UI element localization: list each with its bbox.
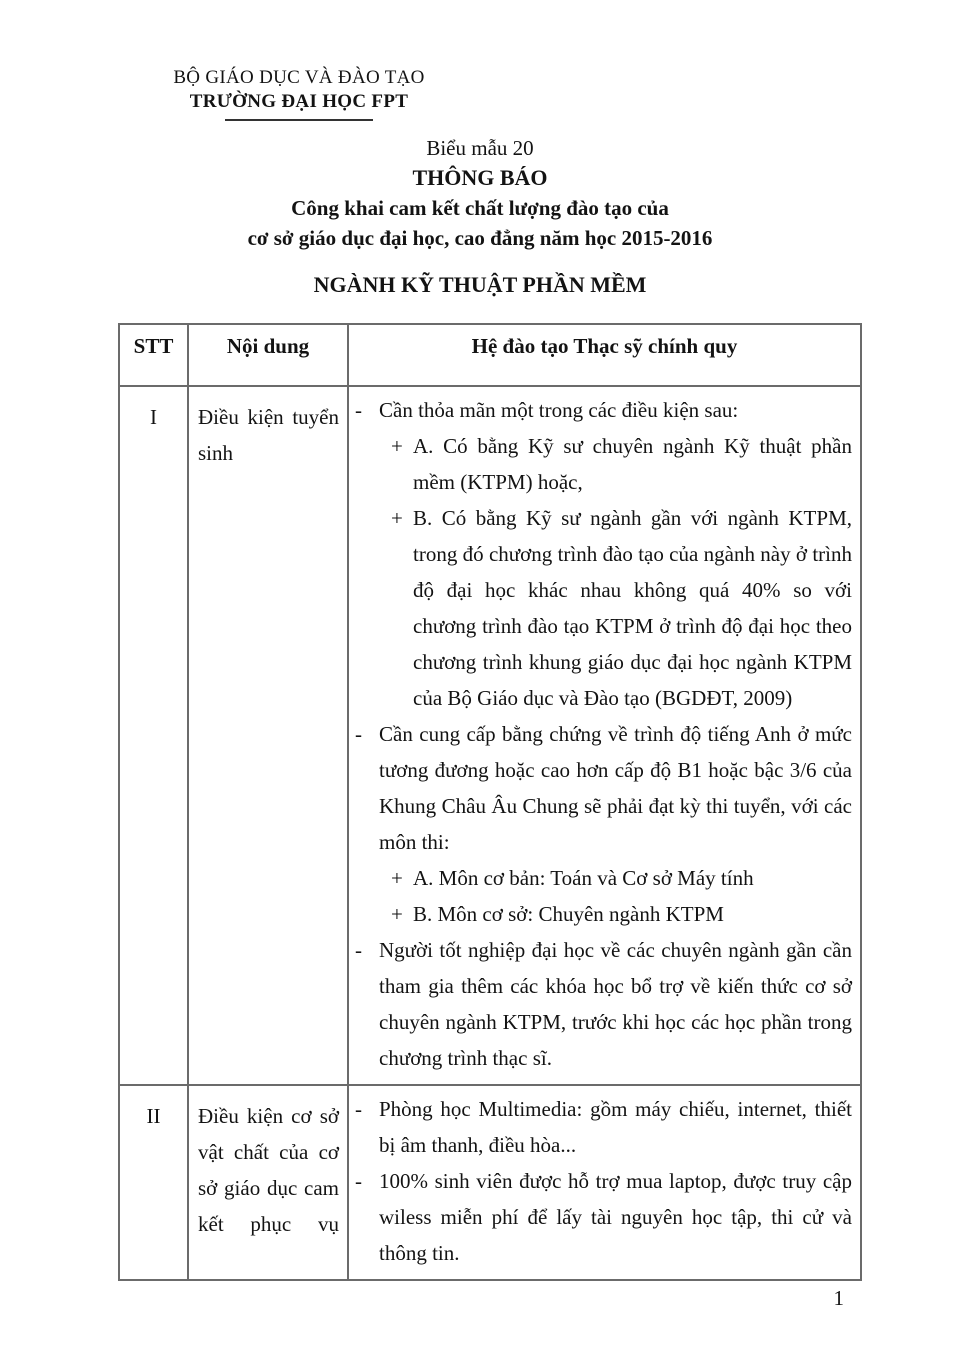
stt-cell: II	[119, 1085, 188, 1280]
bullet-marker: -	[355, 722, 362, 746]
bullet-item	[355, 392, 852, 428]
subtitle-line-2: cơ sở giáo dục đại học, cao đẳng năm học 2015-2016	[247, 226, 713, 250]
table-row	[119, 386, 861, 1085]
bullet-item	[355, 1091, 852, 1163]
bullet-marker: -	[355, 938, 362, 962]
bullet-item	[391, 896, 852, 932]
bullet-text: Phòng học Multimedia: gồm máy chiếu, internet, thiết bị âm thanh, điều hòa...	[379, 1097, 852, 1157]
content-cell	[348, 386, 861, 1085]
bullet-item	[391, 500, 852, 716]
bullet-marker: +	[391, 506, 403, 530]
bullet-item	[355, 716, 852, 860]
bullet-item	[391, 428, 852, 500]
bullet-text: Người tốt nghiệp đại học về các chuyên ngành gần cần tham gia thêm các khóa học bổ trợ về kiến thức cơ sở chuyên ngành KTPM, trước khi học các học phần trong chương trình thạc sĩ.	[379, 938, 852, 1070]
bullet-text: B. Môn cơ sở: Chuyên ngành KTPM	[413, 902, 724, 926]
bullet-marker: +	[391, 434, 403, 458]
header-cell-hedaotao: Hệ đào tạo Thạc sỹ chính quy	[348, 324, 861, 386]
letterhead-rule	[225, 119, 373, 121]
major-title: NGÀNH KỸ THUẬT PHẦN MỀM	[313, 272, 647, 297]
header-cell-stt: STT	[119, 324, 188, 386]
notice-title: THÔNG BÁO	[412, 165, 548, 190]
noidung-cell: Điều kiện cơ sở vật chất của cơ sở giáo dục cam kết phục vụ	[188, 1085, 348, 1280]
bullet-marker: -	[355, 1097, 362, 1121]
university-line: TRƯỜNG ĐẠI HỌC FPT	[189, 91, 409, 112]
bullet-marker: +	[391, 902, 403, 926]
ministry-line: BỘ GIÁO DỤC VÀ ĐÀO TẠO	[173, 67, 425, 88]
bullet-item	[391, 860, 852, 896]
content-cell	[348, 1085, 861, 1280]
title-block	[0, 133, 960, 253]
bullet-text: Cần thỏa mãn một trong các điều kiện sau:	[379, 398, 739, 422]
subtitle-line-1: Công khai cam kết chất lượng đào tạo của	[291, 196, 669, 220]
bullet-item	[355, 932, 852, 1076]
bullet-text: Cần cung cấp bằng chứng về trình độ tiếng Anh ở mức tương đương hoặc cao hơn cấp độ B1 hoặc bậc 3/6 của Khung Châu Âu Chung sẽ phải đạt kỳ thi tuyển, với các môn thi:	[379, 722, 852, 854]
content-table	[118, 323, 862, 1281]
header-cell-noidung: Nội dung	[188, 324, 348, 386]
bullet-marker: +	[391, 866, 403, 890]
bullet-marker: -	[355, 1169, 362, 1193]
bullet-item	[355, 1163, 852, 1271]
bullet-text: 100% sinh viên được hỗ trợ mua laptop, được truy cập wiless miễn phí để lấy tài nguyên học tập, thi cử và thông tin.	[379, 1169, 852, 1265]
bullet-text: A. Có bằng Kỹ sư chuyên ngành Kỹ thuật phần mềm (KTPM) hoặc,	[413, 434, 852, 494]
letterhead	[168, 66, 430, 121]
bullet-text: B. Có bằng Kỹ sư ngành gần với ngành KTPM, trong đó chương trình đào tạo của ngành này ở trình độ đại học khác nhau không quá 40% so với chương trình đào tạo KTPM ở trình độ đại học theo chương trình khung giáo dục đại học ngành KTPM của Bộ Giáo dục và Đào tạo (BGDĐT, 2009)	[413, 506, 852, 710]
page-number: 1	[833, 1286, 844, 1310]
table-row	[119, 1085, 861, 1280]
form-label: Biểu mẫu 20	[426, 136, 534, 160]
noidung-cell: Điều kiện tuyển sinh	[188, 386, 348, 1085]
stt-cell: I	[119, 386, 188, 1085]
table-header-row	[119, 324, 861, 386]
bullet-marker: -	[355, 398, 362, 422]
bullet-text: A. Môn cơ bản: Toán và Cơ sở Máy tính	[413, 866, 754, 890]
